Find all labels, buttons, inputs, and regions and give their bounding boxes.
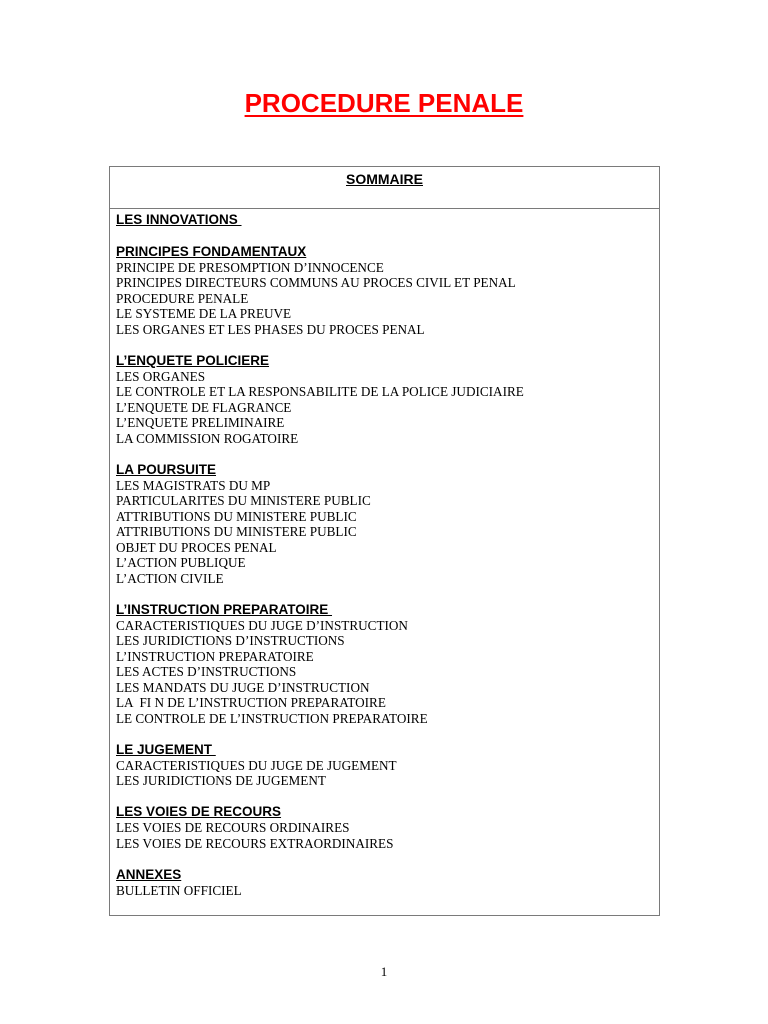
toc-item: LES JURIDICTIONS D’INSTRUCTIONS (116, 633, 345, 648)
toc-item: LA COMMISSION ROGATOIRE (116, 430, 299, 446)
toc-item: L’ACTION CIVILE (116, 570, 224, 586)
toc-item: LES MAGISTRATS DU MP (116, 477, 271, 493)
toc-item: LE CONTROLE DE L’INSTRUCTION PREPARATOIRE (116, 710, 428, 726)
toc-item: L’INSTRUCTION PREPARATOIRE (116, 648, 314, 664)
document-title: PROCEDURE PENALE (244, 88, 524, 118)
toc-section (116, 461, 659, 587)
toc-section-heading: LA POURSUITE (116, 461, 217, 477)
toc-section (116, 741, 659, 789)
toc-item: LES ACTES D’INSTRUCTIONS (116, 664, 297, 679)
toc-section-heading: L’INSTRUCTION PREPARATOIRE (116, 601, 333, 617)
toc-item: LES ORGANES ET LES PHASES DU PROCES PENAL (116, 321, 425, 337)
toc-item: L’ACTION PUBLIQUE (116, 555, 246, 570)
toc-item: LE SYSTEME DE LA PREUVE (116, 306, 292, 321)
toc-section-heading: PRINCIPES FONDAMENTAUX (116, 243, 307, 259)
toc-item: CARACTERISTIQUES DU JUGE DE JUGEMENT (116, 757, 397, 773)
toc-item: LES ORGANES (116, 368, 206, 384)
toc-item: L’ENQUETE PRELIMINAIRE (116, 415, 285, 430)
toc-section (116, 352, 659, 447)
toc-item: CARACTERISTIQUES DU JUGE D’INSTRUCTION (116, 617, 408, 633)
page-number: 1 (380, 964, 388, 979)
toc-section-heading: LES VOIES DE RECOURS (116, 804, 282, 819)
toc-item: PARTICULARITES DU MINISTERE PUBLIC (116, 493, 371, 508)
toc-item: ATTRIBUTIONS DU MINISTERE PUBLIC (116, 524, 357, 539)
toc-item: PRINCIPE DE PRESOMPTION D’INNOCENCE (116, 259, 384, 275)
toc-section-heading: L’ENQUETE POLICIERE (116, 352, 270, 368)
toc-section (116, 601, 659, 727)
toc-section (116, 866, 659, 899)
toc-item: OBJET DU PROCES PENAL (116, 539, 277, 555)
toc-header: SOMMAIRE (110, 167, 659, 209)
toc-item: LES VOIES DE RECOURS EXTRAORDINAIRES (116, 835, 394, 851)
toc-item: ATTRIBUTIONS DU MINISTERE PUBLIC (116, 508, 357, 524)
toc-item: LES VOIES DE RECOURS ORDINAIRES (116, 820, 350, 835)
toc-section (116, 803, 659, 851)
table-of-contents (109, 166, 660, 916)
toc-item: LES JURIDICTIONS DE JUGEMENT (116, 773, 326, 788)
toc-item: L’ENQUETE DE FLAGRANCE (116, 399, 292, 415)
toc-section-heading: LES INNOVATIONS (116, 212, 242, 227)
toc-item: BULLETIN OFFICIEL (116, 882, 242, 898)
toc-section (116, 243, 659, 338)
toc-item: LE CONTROLE ET LA RESPONSABILITE DE LA POLICE JUDICIAIRE (116, 384, 524, 399)
toc-section-heading: LE JUGEMENT (116, 741, 216, 757)
toc-item: LA FI N DE L’INSTRUCTION PREPARATOIRE (116, 695, 386, 710)
toc-section-heading: ANNEXES (116, 866, 182, 882)
toc-section (116, 211, 659, 228)
toc-item: PRINCIPES DIRECTEURS COMMUNS AU PROCES CIVIL ET PENAL (116, 275, 516, 290)
toc-body (110, 209, 659, 898)
toc-item: LES MANDATS DU JUGE D’INSTRUCTION (116, 679, 370, 695)
toc-item: PROCEDURE PENALE (116, 290, 249, 306)
